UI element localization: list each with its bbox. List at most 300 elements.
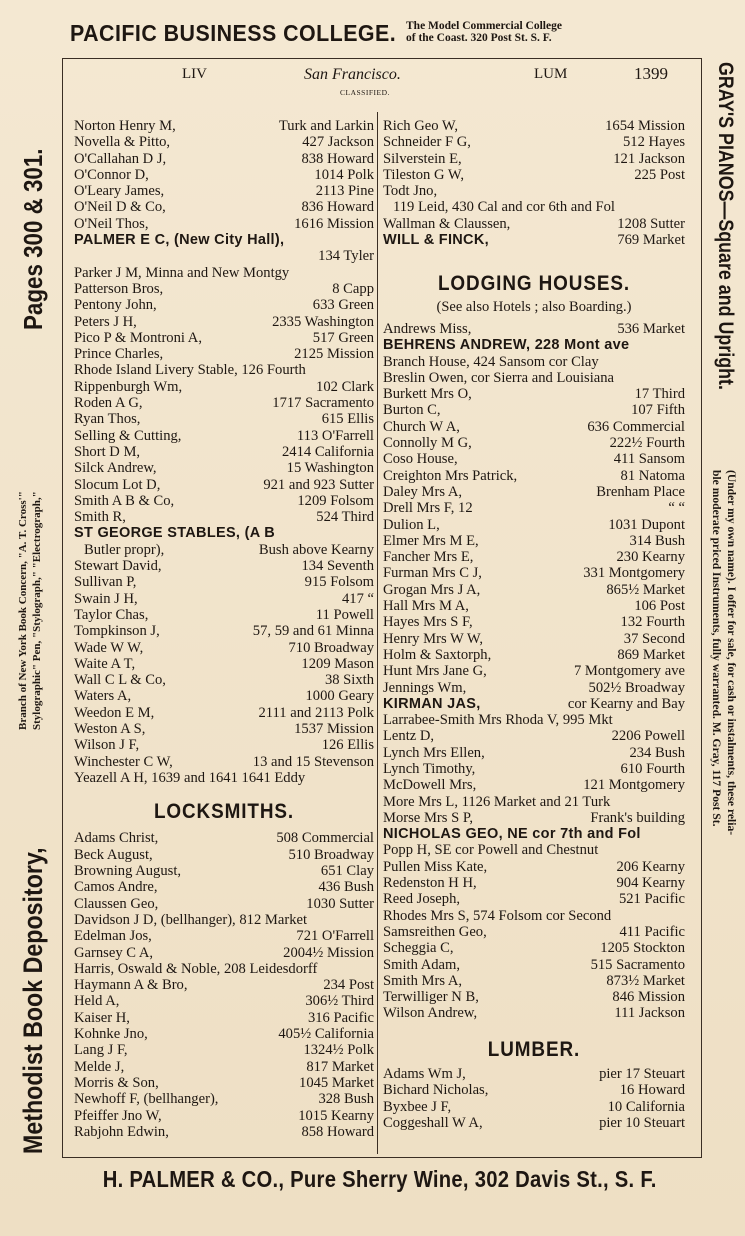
entry-address: Bush above Kearny — [258, 541, 374, 558]
lodging-entry — [383, 370, 685, 386]
entry-name: Browning August, — [74, 863, 182, 880]
directory-entry — [74, 493, 374, 509]
entry-address: 11 Powell — [315, 606, 374, 623]
entry-name: KIRMAN JAS, — [383, 695, 481, 712]
entry-address: 1000 Geary — [305, 688, 374, 705]
entry-name: Henry Mrs W W, — [383, 630, 483, 647]
lodging-entry — [383, 1005, 685, 1021]
lodging-entry — [383, 794, 685, 810]
entry-name: Short D M, — [74, 443, 141, 460]
entry-name: Pfeiffer Jno W, — [74, 1107, 162, 1124]
entry-address: 921 and 923 Sutter — [263, 476, 374, 493]
entry-name: 119 Leid, 430 Cal and cor 6th and Fol — [393, 199, 615, 216]
entry-address: 836 Howard — [301, 199, 374, 216]
directory-entry — [74, 558, 374, 574]
entry-address: Frank's building — [590, 809, 685, 826]
entry-name: More Mrs L, 1126 Market and 21 Turk — [383, 793, 611, 810]
entry-name: Bichard Nicholas, — [383, 1082, 489, 1099]
locksmith-entry — [74, 879, 374, 895]
left-entries — [74, 118, 374, 786]
right-side-advert — [700, 0, 745, 1160]
entry-address: 721 O'Farrell — [296, 928, 374, 945]
lodging-entry — [383, 777, 685, 793]
directory-entry — [74, 216, 374, 232]
entry-address: 328 Bush — [318, 1091, 374, 1108]
entry-address: 16 Howard — [619, 1082, 685, 1099]
entry-name: Beck August, — [74, 846, 153, 863]
lodging-entry — [383, 973, 685, 989]
directory-entry — [383, 151, 685, 167]
methodist-depository: Methodist Book Depository, — [18, 847, 48, 1154]
entry-address: 502½ Broadway — [588, 679, 685, 696]
entry-address: 536 Market — [617, 320, 685, 337]
locksmith-entry — [74, 1075, 374, 1091]
entry-address: 1717 Sacramento — [272, 395, 374, 412]
directory-entry — [74, 574, 374, 590]
entry-address: 817 Market — [306, 1058, 374, 1075]
entry-name: Smith R, — [74, 509, 126, 526]
directory-entry — [74, 379, 374, 395]
lodging-entry — [383, 402, 685, 418]
locksmith-entry — [74, 1010, 374, 1026]
entry-name: Weedon E M, — [74, 704, 155, 721]
entry-address: 411 Pacific — [619, 923, 685, 940]
entry-address: 225 Post — [634, 166, 685, 183]
lodging-entry — [383, 989, 685, 1005]
locksmith-entry — [74, 1042, 374, 1058]
entry-name: Coggeshall W A, — [383, 1114, 483, 1131]
directory-entry — [74, 232, 374, 248]
entry-name: Lynch Mrs Ellen, — [383, 744, 485, 761]
entry-address: 2206 Powell — [611, 728, 685, 745]
entry-address: 134 Seventh — [301, 558, 374, 575]
branch-note-line2: Stylographic" Pen, "Stylograph," "Electrograph," — [31, 491, 43, 730]
directory-entry — [74, 183, 374, 199]
entry-name: Morse Mrs S P, — [383, 809, 474, 826]
entry-name: Coso House, — [383, 451, 458, 468]
city-title: San Francisco. — [304, 66, 401, 83]
locksmith-entry — [74, 896, 374, 912]
lodging-entry — [383, 468, 685, 484]
directory-entry — [74, 248, 374, 264]
entry-name: Winchester C W, — [74, 753, 173, 770]
entry-name: Schneider F G, — [383, 134, 471, 151]
entry-name: Larrabee-Smith Mrs Rhoda V, 995 Mkt — [383, 712, 613, 729]
locksmith-entry — [74, 1108, 374, 1124]
piano-offer-line1: (Under my own name). I offer for sale, for cash or instalments, these relia- — [725, 470, 738, 836]
entry-name: Lynch Timothy, — [383, 760, 476, 777]
directory-entry — [74, 607, 374, 623]
locksmith-entry — [74, 993, 374, 1009]
directory-entry — [74, 199, 374, 215]
entry-name: Lang J F, — [74, 1042, 128, 1059]
entry-address: 102 Clark — [316, 378, 374, 395]
entry-name: Held A, — [74, 993, 120, 1010]
lodging-entry — [383, 842, 685, 858]
entry-name: Connolly M G, — [383, 435, 472, 452]
directory-entry — [74, 444, 374, 460]
entry-address: 2335 Washington — [272, 313, 374, 330]
directory-entry — [74, 330, 374, 346]
lodging-entry — [383, 908, 685, 924]
entry-name: Silck Andrew, — [74, 460, 157, 477]
directory-entry — [74, 477, 374, 493]
entry-name: Church W A, — [383, 418, 460, 435]
entry-name: O'Neil Thos, — [74, 215, 149, 232]
entry-address: Brenham Place — [596, 483, 685, 500]
locksmith-entry — [74, 830, 374, 846]
entry-address: 2125 Mission — [294, 346, 374, 363]
locksmith-entry — [74, 1059, 374, 1075]
locksmith-entry — [74, 1124, 374, 1140]
entry-name: Roden A G, — [74, 395, 143, 412]
entry-name: O'Callahan D J, — [74, 150, 167, 167]
entry-name: Edelman Jos, — [74, 928, 152, 945]
guide-word-left: LIV — [182, 66, 207, 82]
entry-address: 2111 and 2113 Polk — [258, 704, 374, 721]
entry-name: Smith A B & Co, — [74, 492, 175, 509]
lodging-entry — [383, 598, 685, 614]
entry-address: 615 Ellis — [321, 411, 374, 428]
entry-name: Popp H, SE cor Powell and Chestnut — [383, 842, 599, 859]
entry-address: 8 Capp — [332, 280, 374, 297]
directory-entry — [74, 134, 374, 150]
entry-name: Claussen Geo, — [74, 895, 159, 912]
locksmith-entry — [74, 961, 374, 977]
top-advert-banner — [60, 14, 700, 56]
entry-address: 13 and 15 Stevenson — [252, 753, 374, 770]
lodging-entry — [383, 451, 685, 467]
college-tagline-line1: The Model Commercial College — [406, 20, 562, 32]
entry-address: 113 O'Farrell — [296, 427, 374, 444]
entry-address: 106 Post — [634, 598, 685, 615]
entry-address: 846 Mission — [612, 989, 685, 1006]
right-top-entries — [383, 118, 685, 248]
lodging-entry — [383, 859, 685, 875]
entry-name: Camos Andre, — [74, 879, 158, 896]
entry-name: Todt Jno, — [383, 183, 438, 200]
entry-address: 121 Jackson — [613, 150, 685, 167]
entry-name: McDowell Mrs, — [383, 777, 477, 794]
entry-address: 427 Jackson — [302, 134, 374, 151]
entry-name: Wilson Andrew, — [383, 1005, 478, 1022]
entry-address: 838 Howard — [301, 150, 374, 167]
entry-address: 865½ Market — [606, 581, 685, 598]
entry-address: 234 Post — [323, 977, 374, 994]
lodging-entry — [383, 680, 685, 696]
palmer-wine-advert: H. PALMER & CO., Pure Sherry Wine, 302 Davis St., S. F. — [103, 1166, 657, 1192]
entry-name: Haymann A & Bro, — [74, 977, 188, 994]
entry-name: Kaiser H, — [74, 1009, 130, 1026]
directory-entry — [74, 428, 374, 444]
entry-name: Elmer Mrs M E, — [383, 532, 479, 549]
entry-address: 636 Commercial — [587, 418, 685, 435]
entry-address: 132 Fourth — [620, 614, 685, 631]
entry-name: Pentony John, — [74, 297, 157, 314]
lodging-entry — [383, 728, 685, 744]
locksmith-entry — [74, 863, 374, 879]
lodging-entry — [383, 745, 685, 761]
entry-name: Rhode Island Livery Stable, 126 Fourth — [74, 362, 306, 379]
entry-address: 411 Sansom — [613, 451, 685, 468]
directory-entry — [74, 770, 374, 786]
entry-address: 1324½ Polk — [303, 1042, 374, 1059]
entry-address: 331 Montgomery — [583, 565, 685, 582]
directory-entry — [74, 460, 374, 476]
entry-address: 222½ Fourth — [609, 435, 685, 452]
entry-address: 1209 Mason — [301, 655, 374, 672]
directory-entry — [383, 167, 685, 183]
entry-name: Fancher Mrs E, — [383, 549, 474, 566]
entry-address: 126 Ellis — [321, 737, 374, 754]
directory-entry — [74, 623, 374, 639]
lodging-entry — [383, 647, 685, 663]
entry-name: Sullivan P, — [74, 574, 137, 591]
directory-entry — [74, 346, 374, 362]
piano-offer — [709, 470, 739, 835]
entry-address: 1015 Kearny — [298, 1107, 374, 1124]
entry-address: 417 “ — [341, 590, 374, 607]
entry-name: Newhoff F, (bellhanger), — [74, 1091, 219, 1108]
entry-name: Ryan Thos, — [74, 411, 141, 428]
college-tagline — [406, 20, 686, 44]
guide-word-right: LUM — [534, 66, 568, 82]
grays-pianos: GRAY'S PIANOS—Square and Upright. — [714, 62, 737, 390]
directory-entry — [74, 118, 374, 134]
entry-name: NICHOLAS GEO, NE cor 7th and Fol — [383, 826, 641, 843]
entry-name: Waite A T, — [74, 655, 136, 672]
directory-entry — [74, 721, 374, 737]
entry-address: 1014 Polk — [314, 166, 374, 183]
directory-entry — [74, 509, 374, 525]
entry-name: Byxbee J F, — [383, 1098, 452, 1115]
entry-name: O'Leary James, — [74, 183, 165, 200]
lodging-note: (See also Hotels ; also Boarding.) — [436, 298, 632, 315]
entry-name: O'Neil D & Co, — [74, 199, 166, 216]
entry-name: Garnsey C A, — [74, 944, 154, 961]
entry-name: Burton C, — [383, 402, 441, 419]
entry-name: Patterson Bros, — [74, 280, 164, 297]
entry-name: Hayes Mrs S F, — [383, 614, 473, 631]
entry-name: Pico P & Montroni A, — [74, 329, 202, 346]
directory-entry — [74, 542, 374, 558]
lodging-entry — [383, 517, 685, 533]
entry-address: pier 10 Steuart — [599, 1114, 685, 1131]
lodging-entry — [383, 826, 685, 842]
lodging-entry — [383, 810, 685, 826]
entry-address: 915 Folsom — [304, 574, 374, 591]
entry-name: O'Connor D, — [74, 166, 149, 183]
entry-name: Drell Mrs F, 12 — [383, 500, 473, 517]
entry-address: 517 Green — [312, 329, 374, 346]
entry-name: Tompkinson J, — [74, 623, 160, 640]
entry-address: 436 Bush — [318, 879, 374, 896]
entry-name: PALMER E C, (New City Hall), — [74, 232, 285, 249]
directory-entry — [383, 183, 685, 199]
lumber-entries — [383, 1066, 685, 1131]
directory-entry — [74, 411, 374, 427]
directory-entry — [74, 525, 374, 541]
entry-address: 134 Tyler — [318, 248, 374, 265]
entry-address: 81 Natoma — [620, 467, 685, 484]
entry-name: WILL & FINCK, — [383, 232, 489, 249]
entry-name: Smith Mrs A, — [383, 972, 463, 989]
entry-name: Redenston H H, — [383, 875, 477, 892]
entry-name: Jennings Wm, — [383, 679, 467, 696]
locksmiths-heading: LOCKSMITHS. — [153, 800, 295, 824]
entry-name: Breslin Owen, cor Sierra and Louisiana — [383, 369, 614, 386]
entry-name: Lentz D, — [383, 728, 435, 745]
lodging-entry — [383, 500, 685, 516]
entry-address: 1205 Stockton — [600, 940, 685, 957]
entry-address: 111 Jackson — [614, 1005, 685, 1022]
entry-name: Adams Christ, — [74, 830, 159, 847]
lodging-entry — [383, 761, 685, 777]
entry-name: BEHRENS ANDREW, 228 Mont ave — [383, 337, 630, 354]
lumber-entry — [383, 1115, 685, 1131]
entry-name: Stewart David, — [74, 558, 162, 575]
entry-address: 710 Broadway — [288, 639, 374, 656]
directory-entry — [74, 705, 374, 721]
directory-entry — [383, 134, 685, 150]
entry-address: 306½ Third — [305, 993, 374, 1010]
entry-address: 405½ California — [278, 1026, 374, 1043]
entry-name: Andrews Miss, — [383, 320, 472, 337]
piano-offer-line2: ble moderate priced Instruments, fully warranted. M. Gray, 117 Post St. — [710, 470, 723, 827]
entry-address: 57, 59 and 61 Minna — [252, 623, 374, 640]
entry-address: 873½ Market — [606, 972, 685, 989]
lodging-entry — [383, 354, 685, 370]
entry-name: Rich Geo W, — [383, 118, 458, 134]
page-number: 1399 — [634, 64, 668, 83]
entry-name: Rabjohn Edwin, — [74, 1123, 169, 1140]
college-name: PACIFIC BUSINESS COLLEGE. — [70, 20, 397, 46]
entry-address: 524 Third — [316, 509, 374, 526]
entry-name: Hall Mrs M A, — [383, 598, 469, 615]
lodging-entry — [383, 435, 685, 451]
branch-note-line1: Branch of New York Book Concern, "A. T. Cross'" — [17, 491, 29, 730]
entry-address: 904 Kearny — [616, 875, 685, 892]
entry-address: cor Kearny and Bay — [567, 695, 685, 712]
entry-name: Norton Henry M, — [74, 118, 176, 134]
entry-name: Parker J M, Minna and New Montgy — [74, 264, 290, 281]
entry-address: 1208 Sutter — [617, 215, 685, 232]
directory-entry — [383, 199, 685, 215]
lodging-entry — [383, 549, 685, 565]
entry-address: pier 17 Steuart — [599, 1066, 685, 1083]
lodging-entry — [383, 957, 685, 973]
entry-address: 515 Sacramento — [590, 956, 685, 973]
entry-address: 510 Broadway — [288, 846, 374, 863]
directory-entry — [383, 216, 685, 232]
entry-address: 1030 Sutter — [306, 895, 374, 912]
entry-address: Turk and Larkin — [278, 118, 374, 134]
entry-name: Melde J, — [74, 1058, 125, 1075]
entry-address: 2113 Pine — [315, 183, 374, 200]
entry-address: 858 Howard — [301, 1123, 374, 1140]
entry-name: Wade W W, — [74, 639, 144, 656]
entry-name: ST GEORGE STABLES, (A B — [74, 525, 276, 542]
entry-name: Terwilliger N B, — [383, 989, 479, 1006]
entry-address: 521 Pacific — [618, 891, 685, 908]
entry-name: Branch House, 424 Sansom cor Clay — [383, 353, 599, 370]
entry-address: 1537 Mission — [294, 720, 374, 737]
entry-address: 37 Second — [623, 630, 685, 647]
entry-address: 1045 Market — [299, 1074, 374, 1091]
entry-name: Wallman & Claussen, — [383, 215, 511, 232]
lodging-entry — [383, 565, 685, 581]
entry-name: Furman Mrs C J, — [383, 565, 482, 582]
entry-name: Prince Charles, — [74, 346, 164, 363]
entry-name: Kohnke Jno, — [74, 1026, 148, 1043]
lodging-entry — [383, 924, 685, 940]
left-column — [74, 118, 374, 1140]
entry-address: 1654 Mission — [605, 118, 685, 134]
locksmith-entry — [74, 912, 374, 928]
entry-address: 1209 Folsom — [297, 492, 374, 509]
directory-entry — [74, 640, 374, 656]
locksmith-entry — [74, 928, 374, 944]
entry-name: Waters A, — [74, 688, 132, 705]
entry-name: Silverstein E, — [383, 150, 462, 167]
directory-entry — [74, 314, 374, 330]
lodging-entry — [383, 321, 685, 337]
locksmith-entry — [74, 977, 374, 993]
lodging-entry — [383, 940, 685, 956]
lodging-entry — [383, 663, 685, 679]
directory-entry — [74, 656, 374, 672]
directory-entry — [74, 281, 374, 297]
classified-label: CLASSIFIED. — [340, 88, 390, 97]
entry-name: Swain J H, — [74, 590, 138, 607]
directory-entry — [74, 362, 374, 378]
lumber-heading: LUMBER. — [487, 1037, 581, 1061]
branch-note — [16, 491, 44, 730]
directory-entry — [74, 591, 374, 607]
directory-entry — [74, 395, 374, 411]
entry-name: Burkett Mrs O, — [383, 386, 472, 403]
entry-address: 2414 California — [281, 443, 374, 460]
entry-name: Weston A S, — [74, 720, 146, 737]
locksmith-entry — [74, 1026, 374, 1042]
entry-name: Butler propr), — [84, 541, 165, 558]
entry-name: Smith Adam, — [383, 956, 461, 973]
entry-name: Morris & Son, — [74, 1074, 159, 1091]
locksmith-entry — [74, 1091, 374, 1107]
entry-address: 651 Clay — [320, 863, 374, 880]
entry-name: Wall C L & Co, — [74, 672, 166, 689]
entry-name: Slocum Lot D, — [74, 476, 161, 493]
entry-address: 234 Bush — [629, 744, 685, 761]
lumber-entry — [383, 1066, 685, 1082]
column-divider — [377, 112, 378, 1154]
entry-address: “ “ — [668, 500, 685, 517]
entry-name: Dulion L, — [383, 516, 440, 533]
lodging-entry — [383, 696, 685, 712]
entry-name: Davidson J D, (bellhanger), 812 Market — [74, 911, 308, 928]
entry-name: Rhodes Mrs S, 574 Folsom cor Second — [383, 907, 612, 924]
entry-name: Holm & Saxtorph, — [383, 646, 492, 663]
directory-entry — [74, 297, 374, 313]
entry-name: Scheggia C, — [383, 940, 454, 957]
entry-address: 7 Montgomery ave — [573, 663, 685, 680]
lodging-entry — [383, 533, 685, 549]
entry-address: 1616 Mission — [294, 215, 374, 232]
entry-address: 230 Kearny — [616, 549, 685, 566]
lumber-entry — [383, 1099, 685, 1115]
entry-name: Pullen Miss Kate, — [383, 858, 488, 875]
entry-name: Peters J H, — [74, 313, 137, 330]
